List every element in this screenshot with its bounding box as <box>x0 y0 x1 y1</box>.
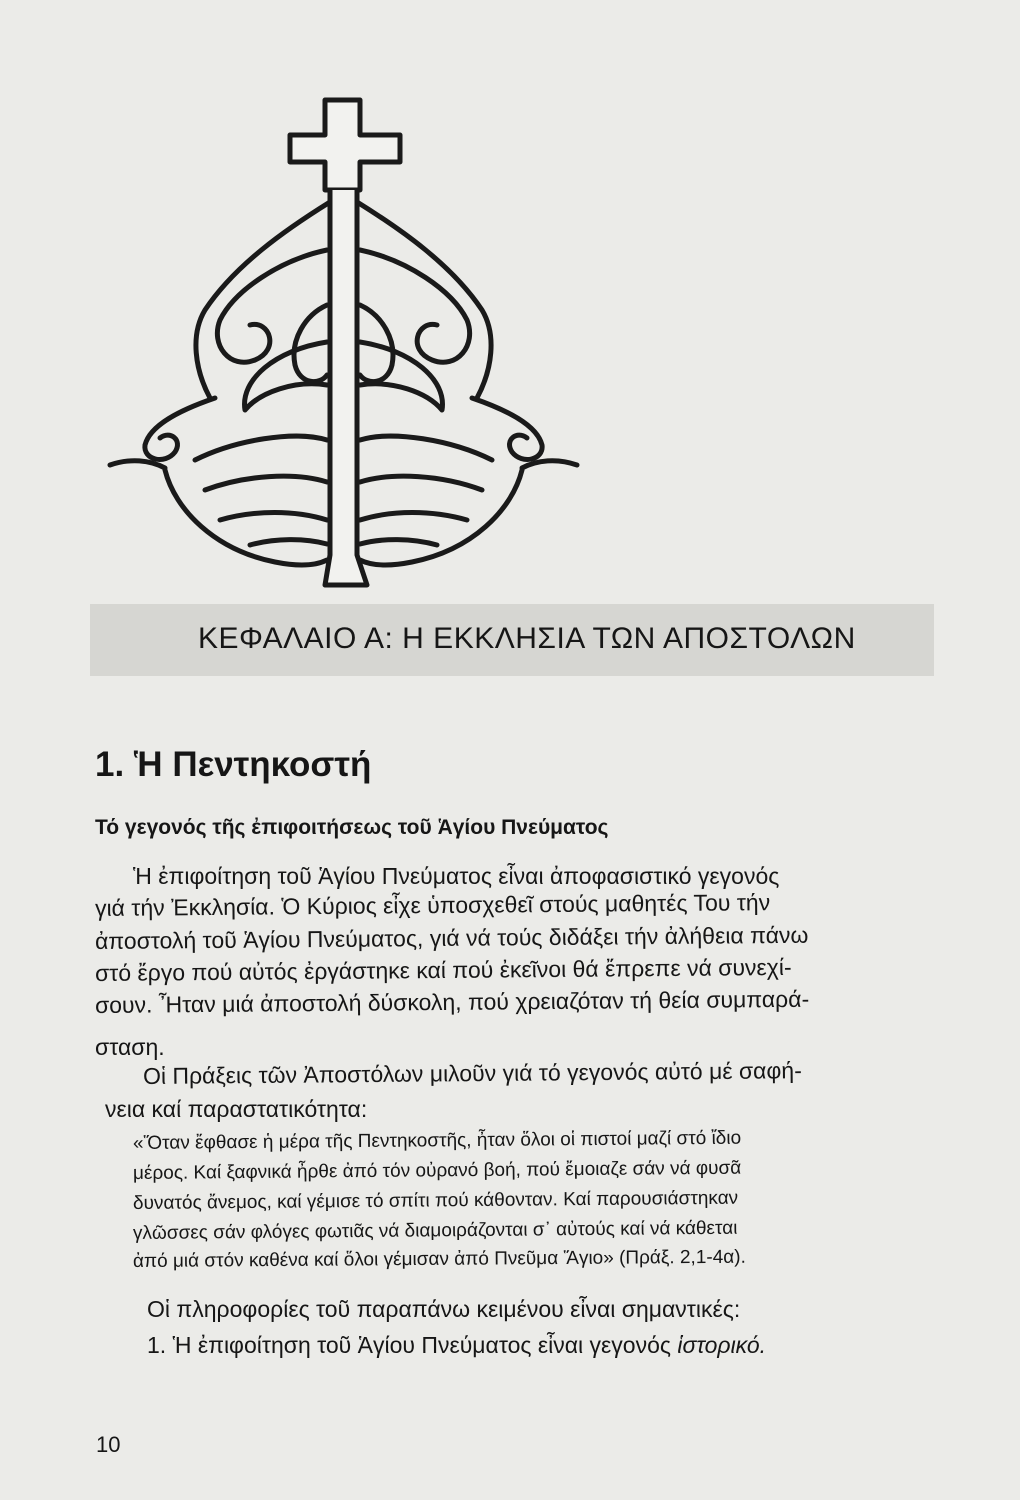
list-item-emphasis: ἱστορικό. <box>677 1332 767 1358</box>
paragraph-line: Ἡ ἐπιφοίτηση τοῦ Ἁγίου Πνεύματος εἶναι ἀποφασιστικό γεγονός <box>133 863 780 889</box>
quote-line: δυνατός ἄνεμος, καί γέμισε τό σπίτι πού κάθονταν. Καί παρουσιάστηκαν <box>132 1187 739 1214</box>
list-item <box>147 1330 766 1360</box>
paragraph-line: Οἱ Πράξεις τῶν Ἀποστόλων μιλοῦν γιά τό γεγονός αὐτό μέ σαφή- <box>142 1057 802 1089</box>
page-number: 10 <box>96 1432 121 1457</box>
quote-line: γλῶσσες σάν φλόγες φωτιᾶς νά διαμοιράζονται σ᾽ αὐτούς καί νά κάθεται <box>132 1217 738 1244</box>
paragraph-line: γιά τήν Ἐκκλησία. Ὁ Κύριος εἶχε ὑποσχεθεῖ στούς μαθητές Του τήν <box>94 889 771 921</box>
paragraph-line: στό ἔργο πού αὐτός ἐργάστηκε καί πού ἐκεῖνοι θά ἔπρεπε νά συνεχί- <box>94 953 792 986</box>
paragraph-line: σταση. <box>95 1034 165 1060</box>
paragraph-line: ἀποστολή τοῦ Ἁγίου Πνεύματος, γιά νά τούς διδάξει τήν ἀλήθεια πάνω <box>94 921 809 954</box>
section-title: 1. Ἡ Πεντηκοστή <box>95 745 372 784</box>
subsection-heading: Τό γεγονός τῆς ἐπιφοιτήσεως τοῦ Ἁγίου Πνεύματος <box>95 816 609 839</box>
cross-ornament-icon <box>95 80 595 600</box>
paragraph-line: Οἱ πληροφορίες τοῦ παραπάνω κειμένου εἶναι σημαντικές: <box>147 1296 741 1322</box>
quote-line: «Ὅταν ἔφθασε ἡ μέρα τῆς Πεντηκοστῆς, ἦταν ὅλοι οἱ πιστοί μαζί στό ἴδιο <box>132 1127 742 1154</box>
paragraph-line: νεια καί παραστατικότητα: <box>105 1096 368 1122</box>
paragraph-line: σουν. Ἦταν μιά ἀποστολή δύσκολη, πού χρειαζόταν τή θεία συμπαρά- <box>94 985 810 1018</box>
quote-line: ἀπό μιά στόν καθένα καί ὅλοι γέμισαν ἀπό Πνεῦμα Ἅγιο» (Πράξ. 2,1-4α). <box>132 1246 746 1272</box>
quote-line: μέρος. Καί ξαφνικά ἦρθε ἀπό τόν οὐρανό βοή, πού ἔμοιαζε σάν νά φυσᾶ <box>132 1157 742 1184</box>
chapter-title: ΚΕΦΑΛΑΙΟ Α: Η ΕΚΚΛΗΣΙΑ ΤΩΝ ΑΠΟΣΤΟΛΩΝ <box>198 622 856 655</box>
list-item-text: 1. Ἡ ἐπιφοίτηση τοῦ Ἁγίου Πνεύματος εἶναι γεγονός <box>147 1332 671 1358</box>
